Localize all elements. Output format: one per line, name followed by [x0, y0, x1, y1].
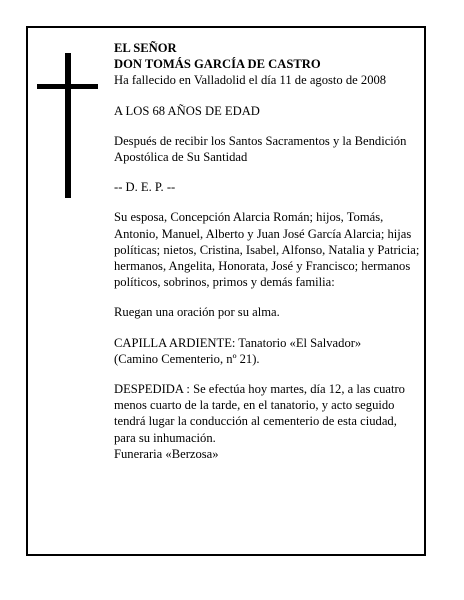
farewell-paragraph: DESPEDIDA : Se efectúa hoy martes, día 12, a las cuatro menos cuarto de la tarde, en el tanatorio, y acto seguido tendrá lugar la conducción al cementerio de esta ciudad, para su inhumación.	[114, 382, 405, 445]
age-line: A LOS 68 AÑOS DE EDAD	[114, 103, 260, 118]
chapel-address: (Camino Cementerio, nº 21).	[114, 351, 260, 366]
cross-horizontal-bar	[37, 84, 98, 89]
family-paragraph: Su esposa, Concepción Alarcia Román; hijos, Tomás, Antonio, Manuel, Alberto y Juan José García Alarcia; hijas políticas; nietos, Cristina, Isabel, Alfonso, Natalia y Patricia; hermanos, Angelita, Honorata, José y Francisco; hermanos políticos, sobrinos, primos y demás familia:	[114, 210, 420, 290]
title-line: EL SEÑOR	[114, 41, 177, 55]
obituary-text	[114, 40, 420, 462]
chapel-line: CAPILLA ARDIENTE: Tanatorio «El Salvador»	[114, 335, 362, 350]
cross-vertical-bar	[65, 53, 71, 198]
sacraments-paragraph: Después de recibir los Santos Sacramentos y la Bendición Apostólica de Su Santidad	[114, 133, 407, 165]
prayer-line: Ruegan una oración por su alma.	[114, 305, 280, 320]
deceased-name: DON TOMÁS GARCÍA DE CASTRO	[114, 57, 321, 72]
rip-line: -- D. E. P. --	[114, 180, 176, 195]
death-notice: Ha fallecido en Valladolid el día 11 de agosto de 2008	[114, 73, 387, 88]
funeral-home: Funeraria «Berzosa»	[114, 446, 219, 461]
